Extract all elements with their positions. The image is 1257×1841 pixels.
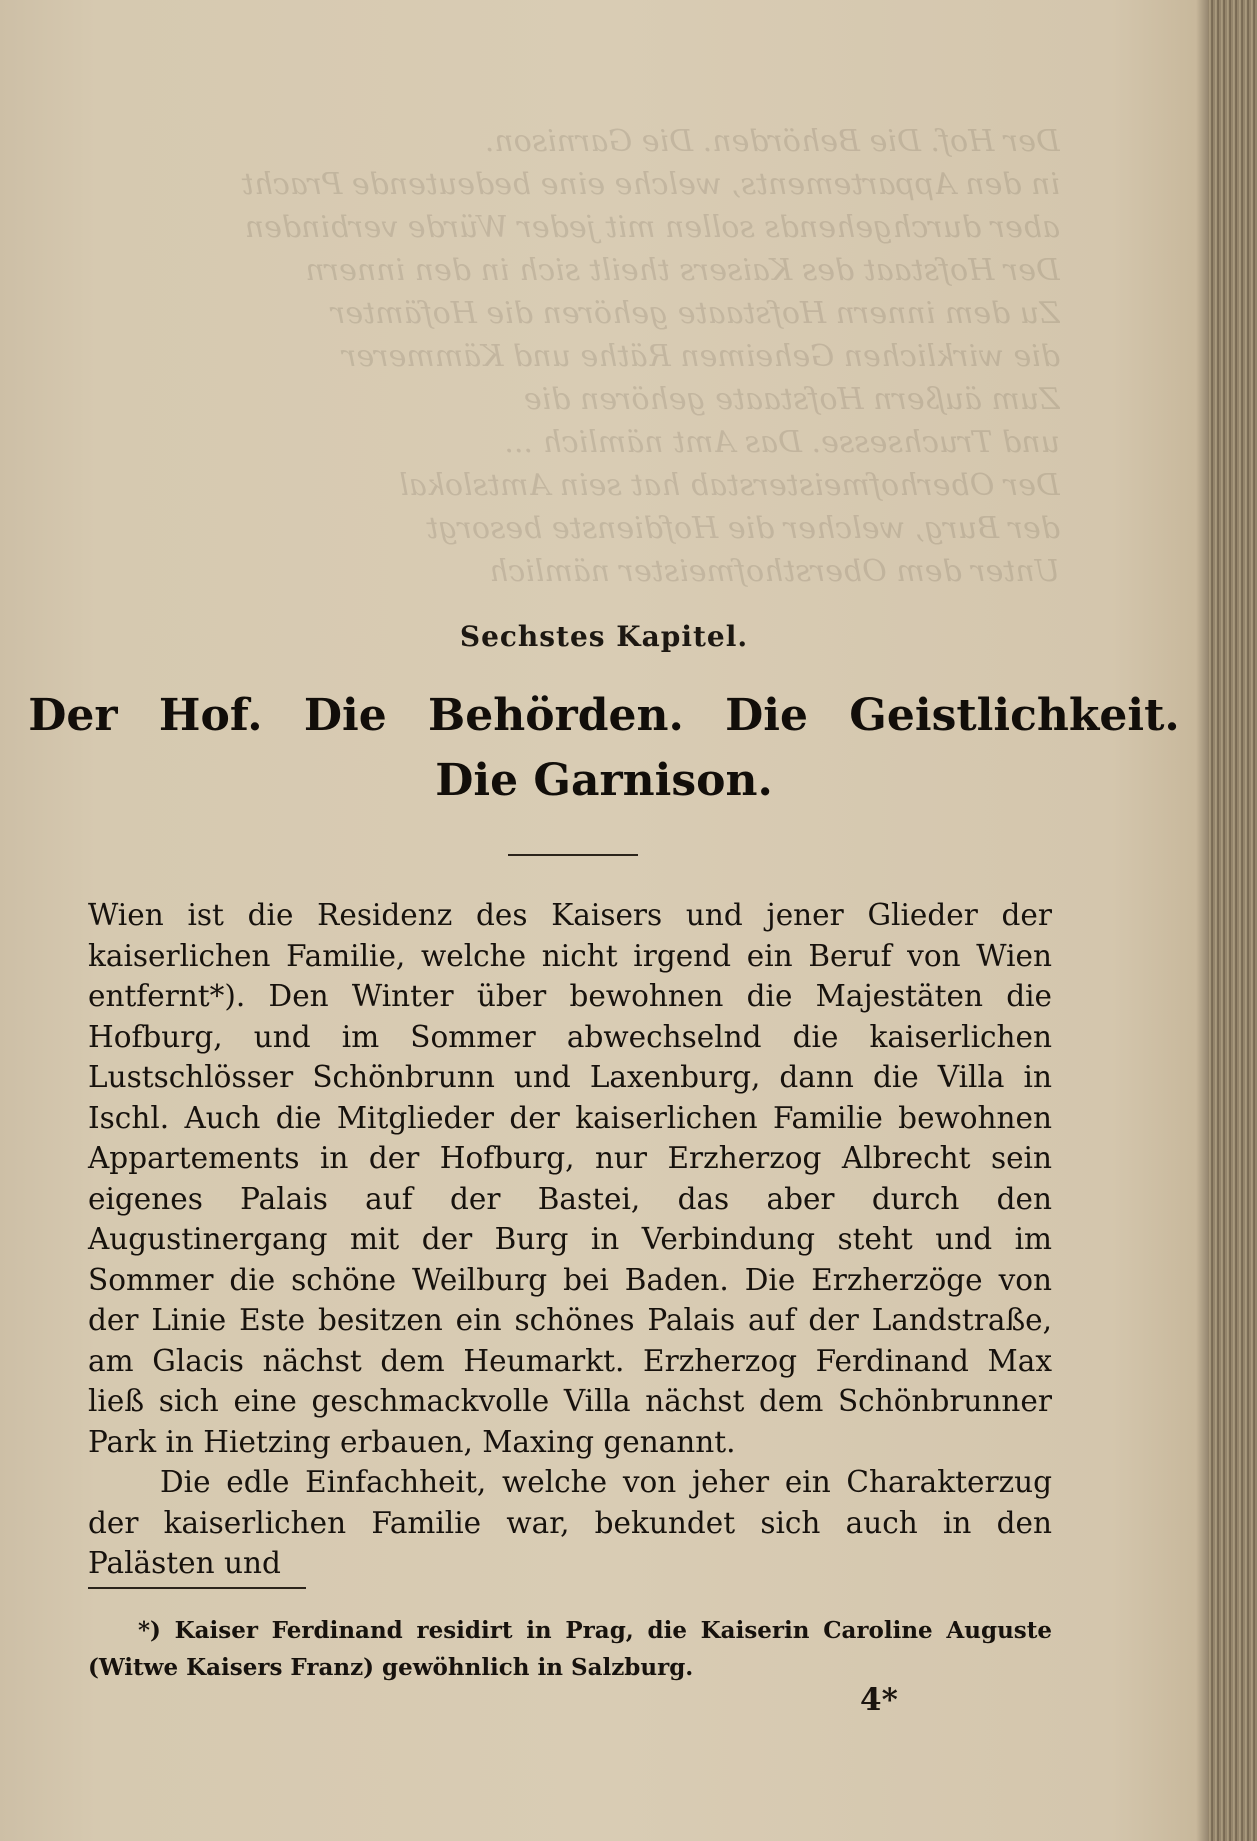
paragraph-1: Wien ist die Residenz des Kaisers und jener Glieder der kaiserlichen Familie, welche nicht irgend ein Beruf von Wien entfernt*). Den Winter über bewohnen die Majestäten die Hofburg, und im Sommer abwechselnd die kaiserlichen Lustschlösser Schönbrunn und Laxenburg, dann die Villa in Ischl. Auch die Mitglieder der kaiserlichen Familie bewohnen Appartements in der Hofburg, nur Erzherzog Albrecht sein eigenes Palais auf der Bastei, das aber durch den Augustinergang mit der Burg in Verbindung steht und im Sommer die schöne Weilburg bei Baden. Die Erzherzöge von der Linie Este besitzen ein schönes Palais auf der Landstraße, am Glacis nächst dem Heumarkt. Erzherzog Ferdinand Max ließ sich eine geschmackvolle Villa nächst dem Schönbrunner Park in Hietzing erbauen, Maxing genannt. bbox=[88, 898, 1052, 1459]
paragraph-2: Die edle Einfachheit, welche von jeher ein Charakterzug der kaiserlichen Familie war, bekundet sich auch in den Palästen und bbox=[88, 1465, 1052, 1580]
body-text bbox=[88, 895, 1052, 1584]
footnote: *) Kaiser Ferdinand residirt in Prag, die Kaiserin Caroline Auguste (Witwe Kaisers Franz) gewöhnlich in Salzburg. bbox=[88, 1617, 1052, 1681]
chapter-title-line-1: Der Hof. Die Behörden. Die Geistlichkeit. bbox=[28, 690, 1180, 741]
title-divider bbox=[508, 854, 638, 856]
chapter-label: Sechstes Kapitel. bbox=[459, 620, 749, 653]
chapter-title-line-2: Die Garnison. bbox=[435, 755, 773, 806]
book-edge bbox=[1208, 0, 1257, 1841]
footnote-divider bbox=[88, 1587, 306, 1589]
bleed-through-text: Der Hof. Die Behörden. Die Garnison. in den Appartements, welche eine bedeutende Pracht aber durchgehends sollen mit jeder Würde verbinden Der Hofstaat des Kaisers theilt sich in den innern Zu dem innern Hofstaate gehören die Hofämter die wirklichen Geheimen Räthe und Kämmerer Zum äußern Hofstaate gehören die und Truchsesse. Das Amt nämlich ... Der Oberhofmeisterstab hat sein Amtslokal der Burg, welcher die Hofdienste besorgt Unter dem Obersthofmeister nämlich bbox=[241, 124, 1060, 589]
signature-mark: 4* bbox=[860, 1682, 898, 1718]
